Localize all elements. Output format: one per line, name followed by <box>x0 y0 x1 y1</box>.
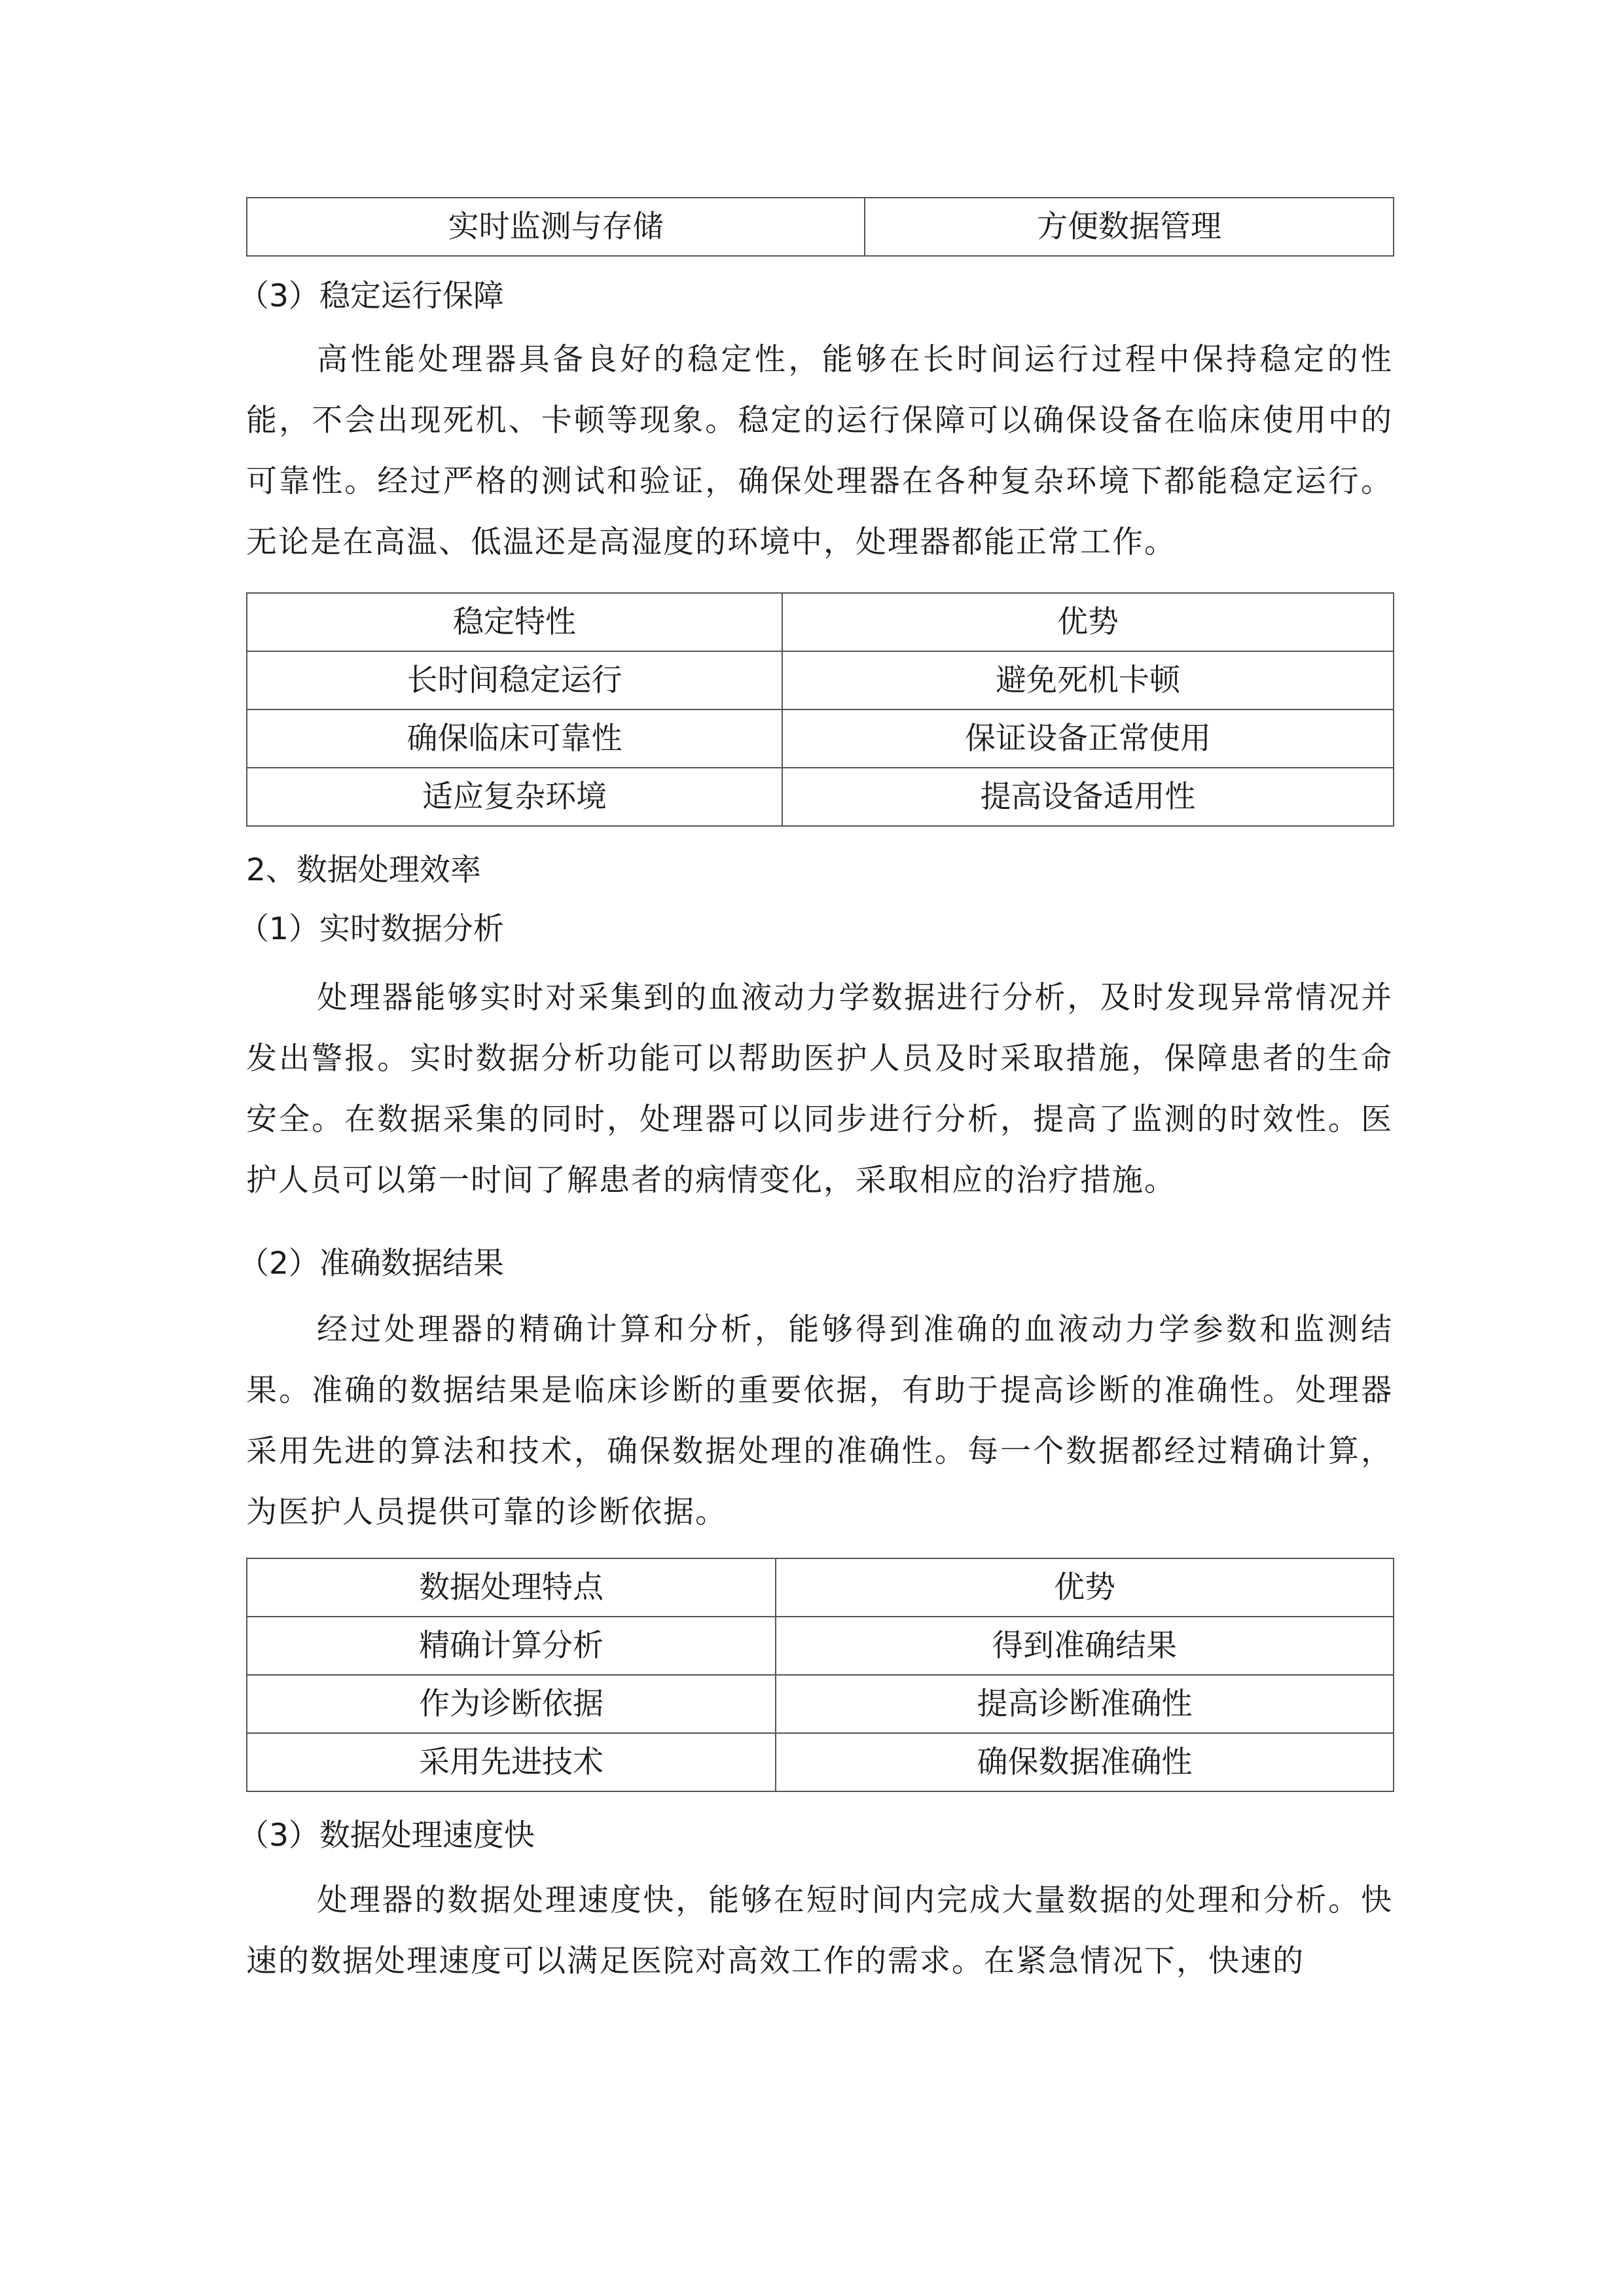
table-top <box>246 197 1394 257</box>
table-cell: 得到准确结果 <box>776 1617 1394 1675</box>
table-row <box>247 198 1394 256</box>
table-row <box>247 768 1394 826</box>
table-cell: 实时监测与存储 <box>247 198 865 256</box>
table-row <box>247 1675 1394 1733</box>
section-heading-realtime: （1）实时数据分析 <box>238 911 504 947</box>
table-header-cell: 优势 <box>782 593 1394 651</box>
table-row <box>247 651 1394 709</box>
table-row <box>247 1733 1394 1791</box>
paragraph-realtime: 处理器能够实时对采集到的血液动力学数据进行分析，及时发现异常情况并发出警报。实时数据分析功能可以帮助医护人员及时采取措施，保障患者的生命安全。在数据采集的同时，处理器可以同步进行分析，提高了监测的时效性。医护人员可以第一时间了解患者的病情变化，采取相应的治疗措施。 <box>246 980 1393 1198</box>
section-heading-2: 2、数据处理效率 <box>246 852 481 888</box>
table-cell: 作为诊断依据 <box>247 1675 776 1733</box>
table-row <box>247 1617 1394 1675</box>
table-cell: 提高设备适用性 <box>782 768 1394 826</box>
table-stable <box>246 592 1394 827</box>
table-stable-wrapper <box>246 592 1394 827</box>
table-header-cell: 数据处理特点 <box>247 1558 776 1617</box>
table-data-wrapper <box>246 1558 1394 1792</box>
table-cell: 避免死机卡顿 <box>782 651 1394 709</box>
table-header-row <box>247 1558 1394 1617</box>
table-data <box>246 1558 1394 1792</box>
table-cell: 长时间稳定运行 <box>247 651 782 709</box>
paragraph-speed: 处理器的数据处理速度快，能够在短时间内完成大量数据的处理和分析。快速的数据处理速度可以满足医院对高效工作的需求。在紧急情况下，快速的 <box>246 1882 1393 1979</box>
table-row <box>247 709 1394 768</box>
paragraph-accurate: 经过处理器的精确计算和分析，能够得到准确的血液动力学参数和监测结果。准确的数据结果是临床诊断的重要依据，有助于提高诊断的准确性。处理器采用先进的算法和技术，确保数据处理的准确性。每一个数据都经过精确计算，为医护人员提供可靠的诊断依据。 <box>246 1312 1393 1530</box>
table-header-cell: 优势 <box>776 1558 1394 1617</box>
table-cell: 提高诊断准确性 <box>776 1675 1394 1733</box>
paragraph-stable: 高性能处理器具备良好的稳定性，能够在长时间运行过程中保持稳定的性能，不会出现死机、卡顿等现象。稳定的运行保障可以确保设备在临床使用中的可靠性。经过严格的测试和验证，确保处理器在各种复杂环境下都能稳定运行。无论是在高温、低温还是高湿度的环境中，处理器都能正常工作。 <box>246 342 1393 560</box>
table-cell: 方便数据管理 <box>865 198 1394 256</box>
table-cell: 确保数据准确性 <box>776 1733 1394 1791</box>
section-heading-speed: （3）数据处理速度快 <box>238 1818 535 1854</box>
table-cell: 保证设备正常使用 <box>782 709 1394 768</box>
table-cell: 确保临床可靠性 <box>247 709 782 768</box>
section-heading-accurate: （2）准确数据结果 <box>238 1246 504 1282</box>
table-cell: 采用先进技术 <box>247 1733 776 1791</box>
table-header-cell: 稳定特性 <box>247 593 782 651</box>
table-top-wrapper <box>246 197 1394 257</box>
section-heading-stable: （3）稳定运行保障 <box>238 278 504 314</box>
table-header-row <box>247 593 1394 651</box>
table-cell: 精确计算分析 <box>247 1617 776 1675</box>
table-cell: 适应复杂环境 <box>247 768 782 826</box>
